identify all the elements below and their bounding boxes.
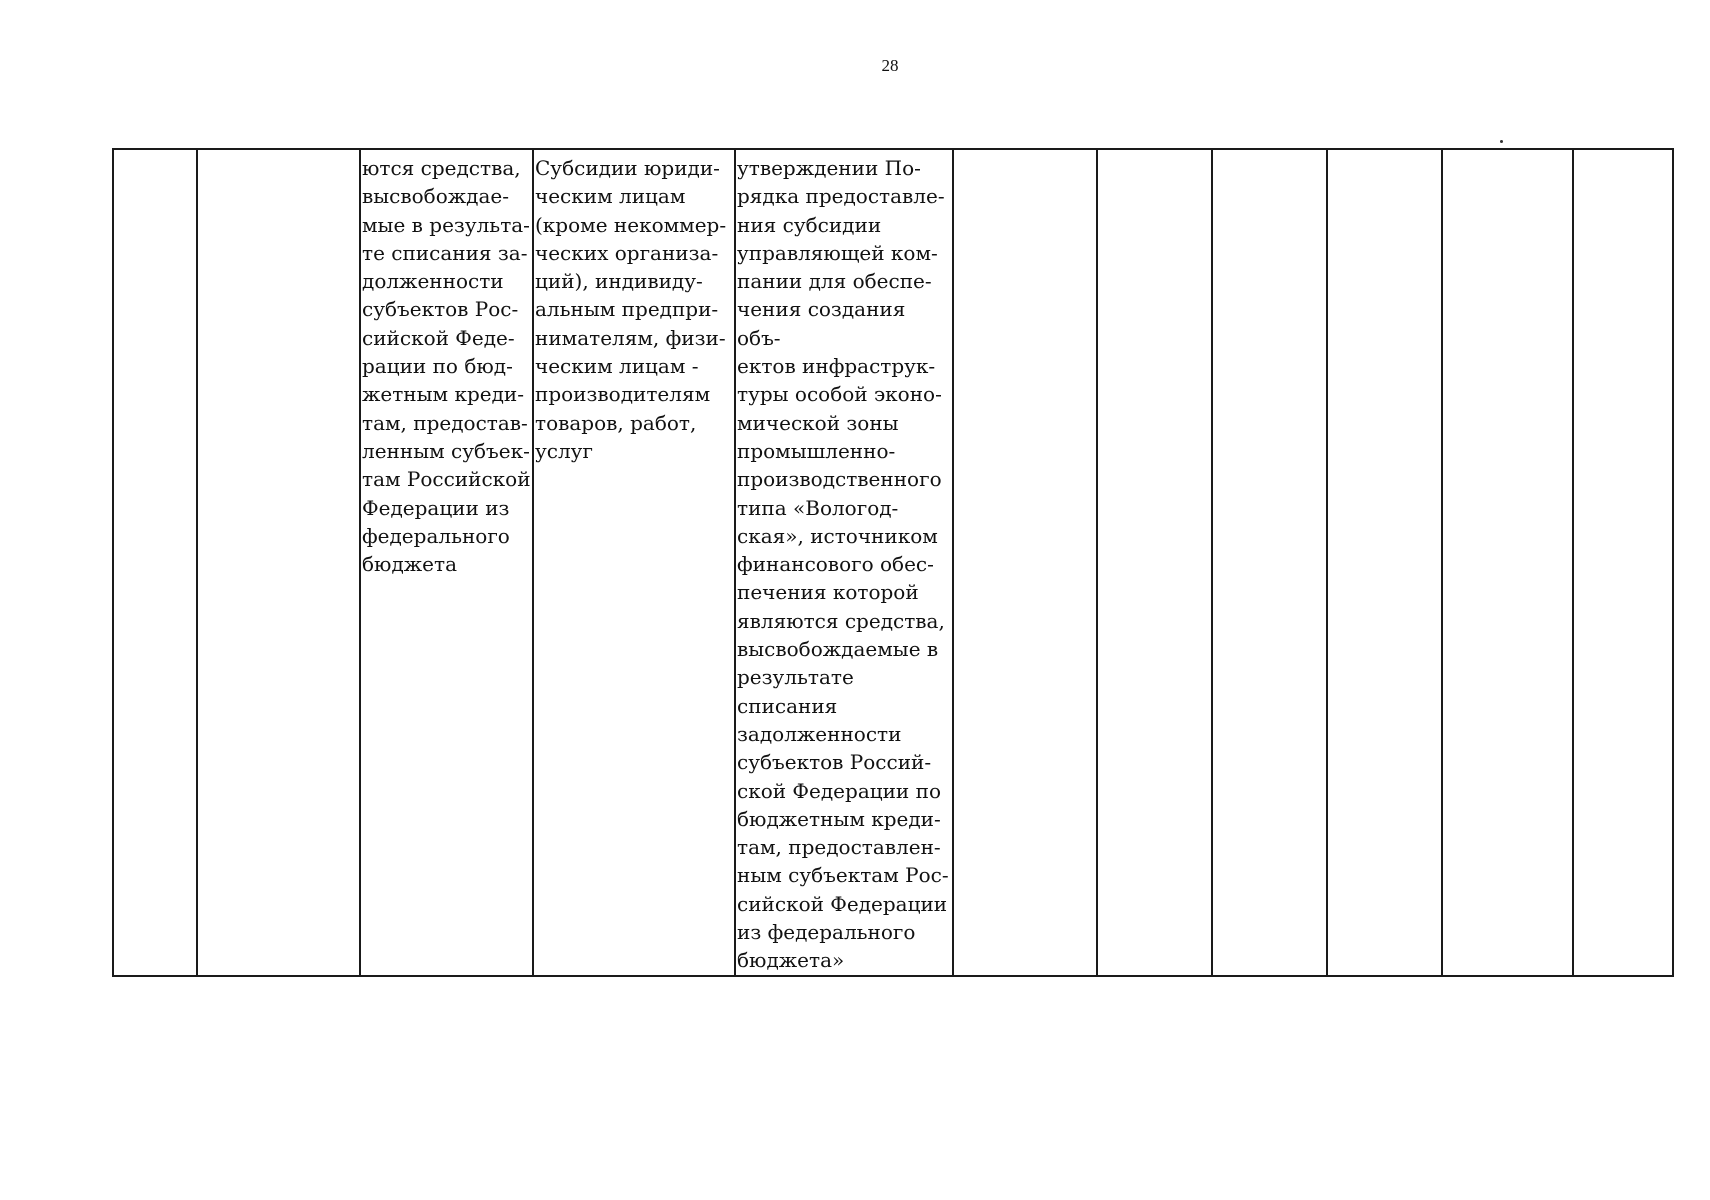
table-cell-col9: [1327, 149, 1442, 976]
table-cell-col10: [1442, 149, 1573, 976]
page-number: 28: [881, 56, 899, 75]
table-cell-col1: [113, 149, 197, 976]
table-cell-col5: утверждении По- рядка предоставле- ния субсидии управляющей ком- пании для обеспе- чения создания объ- ектов инфраструк- туры особой эконо- мической зоны промышленно- производственного типа «Вологод- ская», источником финансового обес- печения которой являются средства, высвобождаемые в результате списания задолженности субъектов Россий- ской Федерации по бюджетным креди- там, предоставлен- ным субъектам Рос- сийской Федерации из федерального бюджета»: [735, 149, 953, 976]
scan-artifact: [1500, 140, 1503, 143]
table-cell-col7: [1097, 149, 1212, 976]
table-cell-col11: [1573, 149, 1673, 976]
table-cell-col8: [1212, 149, 1327, 976]
table-cell-col6: [953, 149, 1097, 976]
table-cell-col3: ются средства, высвобождае- мые в результа- те списания за- долженности субъектов Рос- сийской Феде- рации по бюд- жетным креди- там, предостав- ленным субъек- там Российской Федерации из федерального бюджета: [360, 149, 533, 976]
table-cell-col4: Субсидии юриди- ческим лицам (кроме некоммер- ческих организа- ций), индивиду- альным предпри- нимателям, физи- ческим лицам - производителям товаров, работ, услуг: [533, 149, 735, 976]
table-cell-col2: [197, 149, 360, 976]
table-row: [113, 149, 1673, 976]
document-table: [112, 148, 1674, 977]
